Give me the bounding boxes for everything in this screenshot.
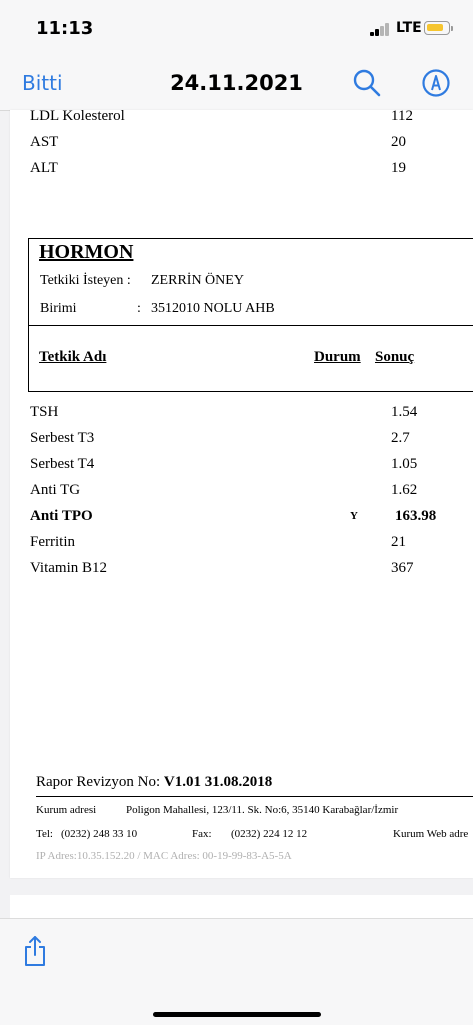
revision-value: V1.01 31.08.2018 (163, 774, 273, 790)
address-label: Kurum adresi (36, 804, 97, 816)
test-value: 1.05 (391, 456, 418, 472)
fax-label: Fax: (192, 828, 212, 840)
test-name: TSH (30, 404, 59, 420)
cellular-signal-icon (370, 22, 390, 36)
requester-value: ZERRİN ÖNEY (151, 273, 244, 288)
test-value: 1.54 (391, 404, 418, 420)
test-name: Anti TG (30, 482, 81, 498)
test-value: 21 (391, 534, 406, 550)
home-indicator[interactable] (153, 1012, 321, 1017)
unit-value: 3512010 NOLU AHB (151, 301, 275, 316)
test-value: 20 (391, 134, 406, 150)
test-value: 2.7 (391, 430, 410, 446)
share-icon[interactable] (22, 935, 48, 967)
test-value: 112 (391, 110, 413, 124)
result-row (30, 404, 470, 424)
done-button[interactable]: Bitti (22, 71, 63, 95)
requester-label: Tetkiki İsteyen : (40, 273, 131, 288)
test-value: 1.62 (391, 482, 418, 498)
status-time: 11:13 (36, 18, 94, 39)
result-row (30, 134, 470, 154)
unit-separator: : (137, 301, 141, 316)
search-icon[interactable] (352, 68, 382, 98)
tel-value: (0232) 248 33 10 (61, 828, 138, 840)
fax-value: (0232) 224 12 12 (231, 828, 308, 840)
result-row (30, 560, 470, 580)
test-value: 163.98 (395, 508, 437, 524)
result-row (30, 482, 470, 502)
ip-mac-line: IP Adres:10.35.152.20 / MAC Adres: 00-19-99-83-A5-5A (36, 850, 292, 862)
column-header-status: Durum (314, 349, 361, 365)
test-name: Serbest T3 (30, 430, 95, 446)
result-row-abnormal (30, 508, 470, 528)
test-value: 367 (391, 560, 414, 576)
result-row (30, 160, 470, 180)
document-page[interactable] (10, 110, 473, 878)
test-name: Anti TPO (30, 508, 93, 524)
status-flag: Y (350, 510, 358, 522)
test-name: Serbest T4 (30, 456, 95, 472)
test-name: ALT (30, 160, 58, 176)
test-name: LDL Kolesterol (30, 110, 125, 124)
result-row (30, 430, 470, 450)
status-bar (0, 0, 473, 56)
network-type: LTE (396, 20, 422, 36)
hormon-header-box (28, 238, 473, 326)
column-header-result: Sonuç (375, 349, 415, 365)
result-row (30, 534, 470, 554)
section-title: HORMON (39, 241, 134, 263)
test-value: 19 (391, 160, 406, 176)
web-label: Kurum Web adre (393, 828, 469, 840)
result-row (30, 456, 470, 476)
battery-icon (424, 21, 450, 35)
revision-label: Rapor Revizyon No: (36, 774, 161, 790)
test-name: Ferritin (30, 534, 75, 550)
test-name: Vitamin B12 (30, 560, 108, 576)
report-revision (36, 774, 272, 791)
tel-label: Tel: (36, 828, 53, 840)
bottom-toolbar (0, 918, 473, 1025)
result-row (30, 110, 470, 128)
table-header (28, 326, 473, 392)
navigation-bar (0, 56, 473, 111)
markup-icon[interactable] (421, 68, 451, 98)
test-name: AST (30, 134, 59, 150)
unit-label: Birimi (40, 301, 77, 316)
address-value: Poligon Mahallesi, 123/11. Sk. No:6, 35140 Karabağlar/İzmir (126, 804, 399, 816)
column-header-test: Tetkik Adı (39, 349, 107, 365)
document-title: 24.11.2021 (170, 71, 303, 95)
footer-divider (36, 796, 473, 797)
